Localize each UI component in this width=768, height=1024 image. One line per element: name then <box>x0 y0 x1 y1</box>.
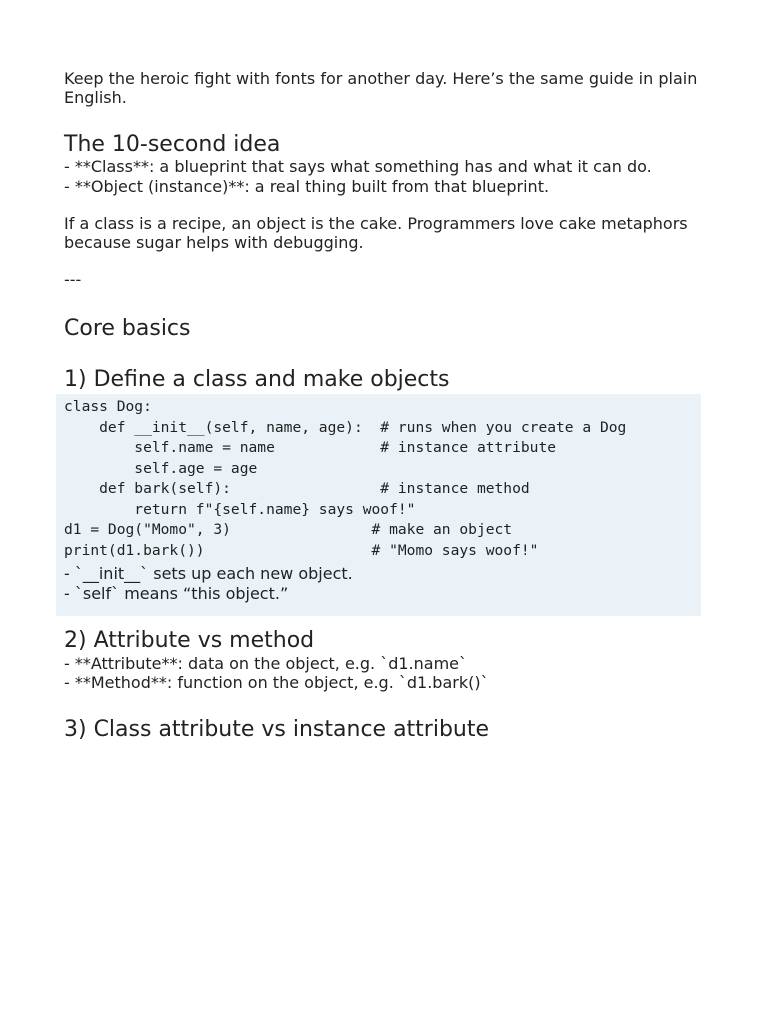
intro-paragraph: Keep the heroic fight with fonts for another day. Here’s the same guide in plain English. <box>64 69 703 107</box>
code-line: class Dog: <box>64 398 152 415</box>
heading-class-vs-instance-attribute: 3) Class attribute vs instance attribute <box>64 717 490 742</box>
bullet-method: - **Method**: function on the object, e.g. `d1.bark()` <box>64 673 489 692</box>
heading-define-class: 1) Define a class and make objects <box>64 367 450 392</box>
code-line: d1 = Dog("Momo", 3) # make an object <box>64 521 513 538</box>
code-line: print(d1.bark()) # "Momo says woof!" <box>64 541 539 559</box>
bullet-attribute: - **Attribute**: data on the object, e.g. `d1.name` <box>64 654 467 673</box>
code-line: self.age = age <box>64 459 258 477</box>
bullet-object: - **Object (instance)**: a real thing built from that blueprint. <box>64 177 550 196</box>
heading-10-second-idea: The 10-second idea <box>64 132 281 157</box>
code-line: def bark(self): # instance method <box>64 480 530 497</box>
code-line: return f"{self.name} says woof!" <box>64 500 416 518</box>
note-init: - `__init__` sets up each new object. <box>64 564 353 583</box>
heading-attribute-vs-method: 2) Attribute vs method <box>64 628 315 653</box>
code-listing <box>64 397 626 561</box>
code-line: self.name = name # instance attribute <box>64 439 557 456</box>
recipe-paragraph: If a class is a recipe, an object is the cake. Programmers love cake metaphors because sugar helps with debugging. <box>64 214 693 252</box>
heading-core-basics: Core basics <box>64 316 191 341</box>
note-self: - `self` means “this object.” <box>64 583 289 603</box>
separator: --- <box>64 270 82 289</box>
code-line: def __init__(self, name, age): # runs when you create a Dog <box>64 418 627 436</box>
code-notes <box>64 564 353 603</box>
bullet-class: - **Class**: a blueprint that says what something has and what it can do. <box>64 157 652 176</box>
